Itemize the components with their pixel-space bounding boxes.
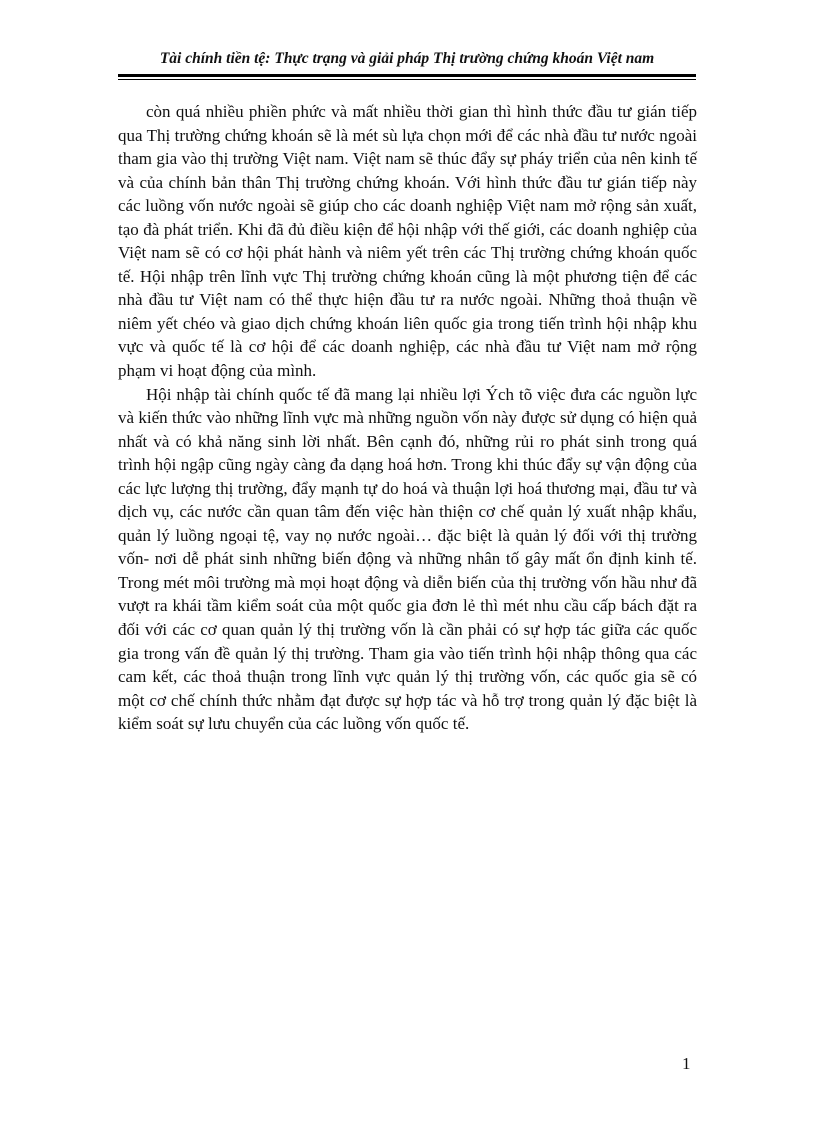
page-number: 1 <box>682 1054 691 1073</box>
running-header: Tài chính tiền tệ: Thực trạng và giải pháp Thị trường chứng khoán Việt nam <box>159 50 655 67</box>
paragraph-2: Hội nhập tài chính quốc tế đã mang lại nhiều lợi Ých tõ việc đưa các nguồn lực và kiến thức vào những lĩnh vực mà những nguồn vốn này được sử dụng có hiện quả nhất và có khả năng sinh lời nhất. Bên cạnh đó, những rủi ro phát sinh trong quá trình hội ngập cũng ngày càng đa dạng hoá hơn. Trong khi thúc đẩy sự vận động của các lực lượng thị trường, đẩy mạnh tự do hoá và thuận lợi hoá thương mại, đầu tư và dịch vụ, các nước cần quan tâm đến việc hàn thiện cơ chế quản lý xuất nhập khẩu, quản lý luồng ngoại tệ, vay nọ nước ngoài… đặc biệt là quản lý đối với thị trường vốn- nơi dễ phát sinh những biến động và những nhân tố gây mất ổn định kinh tế. Trong mét môi trường mà mọi hoạt động và diễn biến của thị trường vốn hầu như đã vượt ra khái tầm kiểm soát của một quốc gia đơn lẻ thì mét nhu cầu cấp bách đặt ra đối với các cơ quan quản lý thị trường vốn là cần phải có sự hợp tác giữa các quốc gia trong vấn đề quản lý thị trường. Tham gia vào tiến trình hội nhập thông qua các cam kết, các thoả thuận trong lĩnh vực quản lý thị trường vốn, các quốc gia sẽ có một cơ chế chính thức nhằm đạt được sự hợp tác và hỗ trợ trong quản lý đặc biệt là kiểm soát sự lưu chuyển của các luồng vốn quốc tế. <box>118 384 697 734</box>
header-rule-thick <box>118 74 696 77</box>
paragraph-1: còn quá nhiều phiền phức và mất nhiều thời gian thì hình thức đầu tư gián tiếp qua Thị trường chứng khoán sẽ là mét sù lựa chọn mới để các nhà đầu tư nước ngoài tham gia vào thị trường Việt nam. Việt nam sẽ thúc đẩy sự pháy triển của nên kinh tế và của chính bản thân Thị trường chứng khoán. Với hình thức đầu tư gián tiếp này các luồng vốn nước ngoài sẽ giúp cho các doanh nghiệp Việt nam mở rộng sản xuất, tạo đà phát triển. Khi đã đủ điều kiện để hội nhập với thế giới, các doanh nghiệp của Việt nam sẽ có cơ hội phát hành và niêm yết trên các Thị trường chứng khoán quốc tế. Hội nhập trên lĩnh vực Thị trường chứng khoán cũng là một phương tiện để các nhà đầu tư Việt nam có thể thực hiện đầu tư ra nước ngoài. Những thoả thuận về niêm yết chéo và giao dịch chứng khoán liên quốc gia trong tiến trình hội nhập khu vực và quốc tế là cơ hội để các doanh nghiệp, các nhà đầu tư Việt nam mở rộng phạm vi hoạt động của mình. <box>118 102 697 381</box>
header-rule-thin <box>118 79 696 80</box>
body-text <box>118 100 697 736</box>
